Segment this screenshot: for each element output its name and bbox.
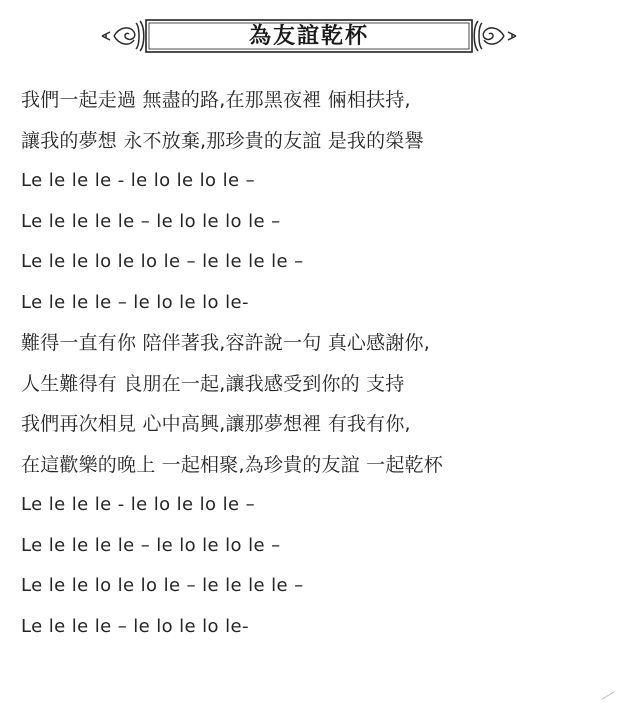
lyric-line: Le le le lo le lo le – le le le le –: [21, 575, 304, 596]
lyric-line: Le le le le - le lo le lo le –: [21, 170, 255, 191]
song-title: 為友誼乾杯: [248, 23, 369, 49]
lyric-line: 我們再次相見 心中高興,讓那夢想裡 有我有你,: [21, 413, 411, 435]
title-banner: [100, 17, 518, 55]
lyric-line: Le le le le le – le lo le lo le –: [21, 534, 281, 556]
lyric-line: 我們一起走過 無盡的路,在那黑夜裡 倆相扶持,: [21, 89, 411, 111]
lyric-line: Le le le le – le lo le lo le-: [21, 291, 249, 313]
lyric-line: Le le le le le – le lo le lo le –: [21, 210, 281, 232]
lyric-line: 在這歡樂的晚上 一起相聚,為珍貴的友誼 一起乾杯: [21, 453, 443, 476]
lyric-line: Le le le le – le lo le lo le-: [21, 615, 249, 637]
lyric-line: Le le le lo le lo le – le le le le –: [21, 251, 304, 272]
lyric-line: 人生難得有 良朋在一起,讓我感受到你的 支持: [21, 372, 405, 395]
lyric-line: 讓我的夢想 永不放棄,那珍貴的友誼 是我的榮譽: [21, 129, 424, 152]
lyric-line: Le le le le - le lo le lo le –: [21, 494, 255, 515]
page-corner-mark-icon: [601, 690, 615, 700]
lyric-line: 難得一直有你 陪伴著我,容許說一句 真心感謝你,: [21, 332, 430, 354]
lyrics-list: [21, 80, 611, 647]
